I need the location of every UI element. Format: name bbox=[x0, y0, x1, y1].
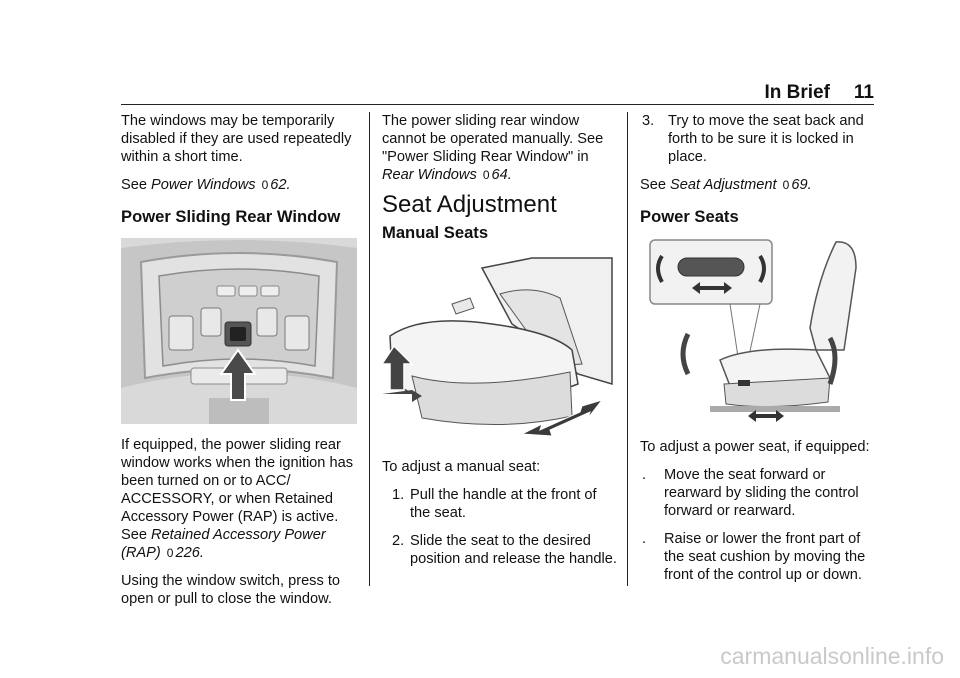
paragraph: Using the window switch, press to open or pull to close the window. bbox=[121, 573, 340, 607]
ref-link-seat-adjustment[interactable]: Seat Adjustment bbox=[670, 177, 777, 193]
page-header bbox=[740, 82, 874, 104]
page-ref-icon: 0 bbox=[166, 546, 174, 560]
ref-link-rap[interactable]: Retained Accessory Power (RAP) bbox=[121, 527, 326, 561]
column-divider-2 bbox=[627, 112, 628, 586]
page-ref-icon: 0 bbox=[482, 168, 490, 182]
list-item: . Raise or lower the front part of the seat cushion by moving the front of the control up or down. bbox=[642, 531, 866, 583]
section-heading: Power Seats bbox=[640, 207, 739, 226]
page-ref-icon: 0 bbox=[261, 178, 269, 192]
paragraph: To adjust a manual seat: bbox=[382, 459, 541, 475]
paragraph: To adjust a power seat, if equipped: bbox=[640, 439, 870, 455]
ref-page[interactable]: 64 bbox=[491, 167, 508, 183]
cross-reference: See Seat Adjustment 0 69. bbox=[640, 177, 812, 193]
page-number: 11 bbox=[853, 82, 874, 103]
steps-list bbox=[382, 486, 618, 568]
column-divider-1 bbox=[369, 112, 370, 586]
header-rule bbox=[121, 104, 874, 105]
bullet-list bbox=[640, 466, 876, 584]
see-text: See bbox=[121, 177, 152, 193]
see-text: See bbox=[640, 177, 671, 193]
list-item: 1. Pull the handle at the front of the seat. bbox=[392, 487, 597, 521]
ref-link-rear-windows[interactable]: Rear Windows bbox=[382, 167, 477, 183]
see-text: See bbox=[121, 527, 152, 543]
section-heading: Manual Seats bbox=[382, 223, 489, 242]
cross-reference: See Power Windows 0 62. bbox=[121, 177, 291, 193]
column-1 bbox=[121, 112, 357, 618]
page-ref-icon: 0 bbox=[782, 178, 790, 192]
paragraph: The power sliding rear window cannot be operated manually. See "Power Sliding Rear Window" in Rear Windows 0 64. bbox=[382, 113, 604, 183]
section-title: In Brief bbox=[764, 82, 830, 103]
list-item: 3. Try to move the seat back and forth to be sure it is locked in place. bbox=[642, 113, 864, 165]
ref-page[interactable]: 226 bbox=[175, 545, 200, 561]
ref-quoted: "Power Sliding Rear Window" in bbox=[382, 149, 589, 165]
power-seat-figure bbox=[640, 238, 874, 424]
column-2 bbox=[382, 112, 618, 578]
paragraph: If equipped, the power sliding rear window works when the ignition has been turned on or to ACC/ ACCESSORY, or when Retained Accessory Power (RAP) is active. bbox=[121, 437, 354, 525]
manual-seat-figure bbox=[382, 254, 616, 444]
steps-list bbox=[640, 112, 876, 166]
ref-page[interactable]: 69 bbox=[791, 177, 808, 193]
ref-page[interactable]: 62 bbox=[270, 177, 287, 193]
cross-reference: See Retained Accessory Power (RAP) 0 226. bbox=[121, 527, 326, 561]
chapter-heading: Seat Adjustment bbox=[382, 191, 557, 218]
overhead-console-figure bbox=[121, 238, 357, 424]
watermark: carmanualsonline.info bbox=[720, 643, 944, 669]
list-item: . Move the seat forward or rearward by sliding the control forward or rearward. bbox=[642, 467, 859, 519]
section-heading: Power Sliding Rear Window bbox=[121, 207, 341, 226]
column-3 bbox=[640, 112, 876, 594]
paragraph: The windows may be temporarily disabled if they are used repeatedly within a short time. bbox=[121, 113, 352, 165]
list-item: 2. Slide the seat to the desired position and release the handle. bbox=[392, 533, 617, 567]
ref-link-power-windows[interactable]: Power Windows bbox=[151, 177, 256, 193]
